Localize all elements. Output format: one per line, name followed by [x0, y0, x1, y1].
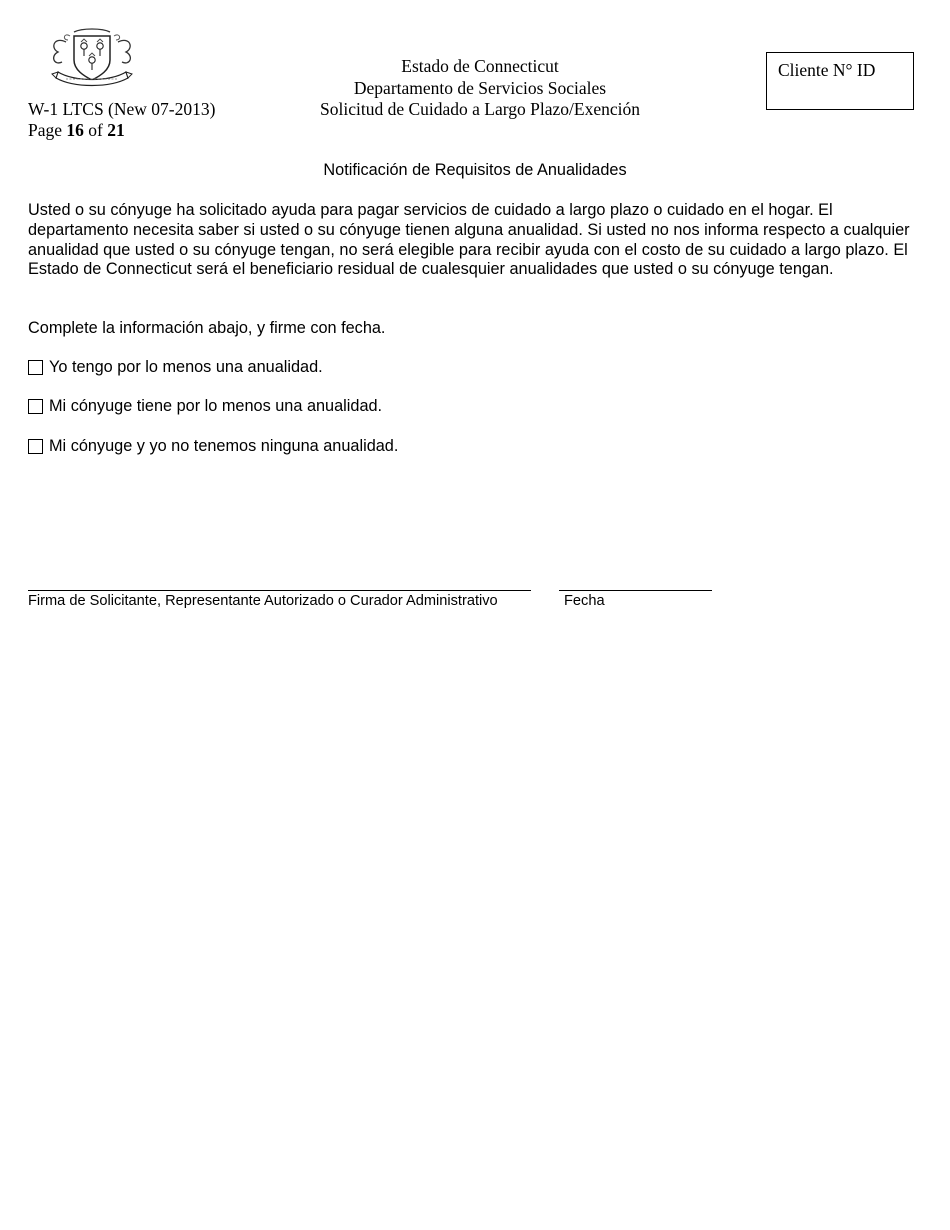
- client-id-field[interactable]: [766, 52, 914, 110]
- option-label: Mi cónyuge tiene por lo menos una anualidad.: [49, 397, 383, 415]
- option-label: Yo tengo por lo menos una anualidad.: [49, 358, 323, 376]
- state-name: Estado de Connecticut: [401, 56, 559, 76]
- page-indicator: [28, 120, 125, 142]
- connecticut-state-seal-icon: [44, 26, 140, 90]
- form-title: Solicitud de Cuidado a Largo Plazo/Exención: [320, 99, 640, 119]
- client-id-label: Cliente N° ID: [778, 60, 876, 80]
- instruction-text: Complete la información abajo, y firme con fecha.: [28, 319, 386, 337]
- checkbox-spouse-has-annuity[interactable]: [28, 399, 43, 414]
- page-separator: of: [88, 120, 103, 140]
- signature-line[interactable]: [28, 590, 531, 591]
- page-total: 21: [107, 120, 125, 140]
- option-label: Mi cónyuge y yo no tenemos ninguna anualidad.: [49, 437, 399, 455]
- date-label: Fecha: [564, 593, 605, 609]
- checkbox-have-annuity[interactable]: [28, 360, 43, 375]
- notice-title: Notificación de Requisitos de Anualidades: [323, 161, 627, 179]
- option-spouse-has-annuity: [28, 397, 382, 416]
- department-name: Departamento de Servicios Sociales: [353, 77, 607, 98]
- option-no-annuity: [28, 437, 398, 456]
- checkbox-no-annuity[interactable]: [28, 439, 43, 454]
- form-header: [300, 56, 660, 121]
- page-current: 16: [66, 120, 84, 140]
- option-have-annuity: [28, 358, 323, 377]
- date-line[interactable]: [559, 590, 712, 591]
- page-prefix: Page: [28, 120, 63, 140]
- notice-paragraph: Usted o su cónyuge ha solicitado ayuda para pagar servicios de cuidado a largo plazo o cuidado en el hogar. El departamento necesita saber si usted o su cónyuge tienen alguna anualidad. Si usted no nos informa respecto a cualquier anualidad que usted o su cónyuge tengan, no será elegible para recibir ayuda con el costo de su cuidado a largo plazo. El Estado de Connecticut será el beneficiario residual de cualesquier anualidades que usted o su cónyuge tengan.: [28, 201, 910, 279]
- form-code: W-1 LTCS (New 07-2013): [28, 99, 216, 119]
- signature-label: Firma de Solicitante, Representante Autorizado o Curador Administrativo: [28, 593, 498, 609]
